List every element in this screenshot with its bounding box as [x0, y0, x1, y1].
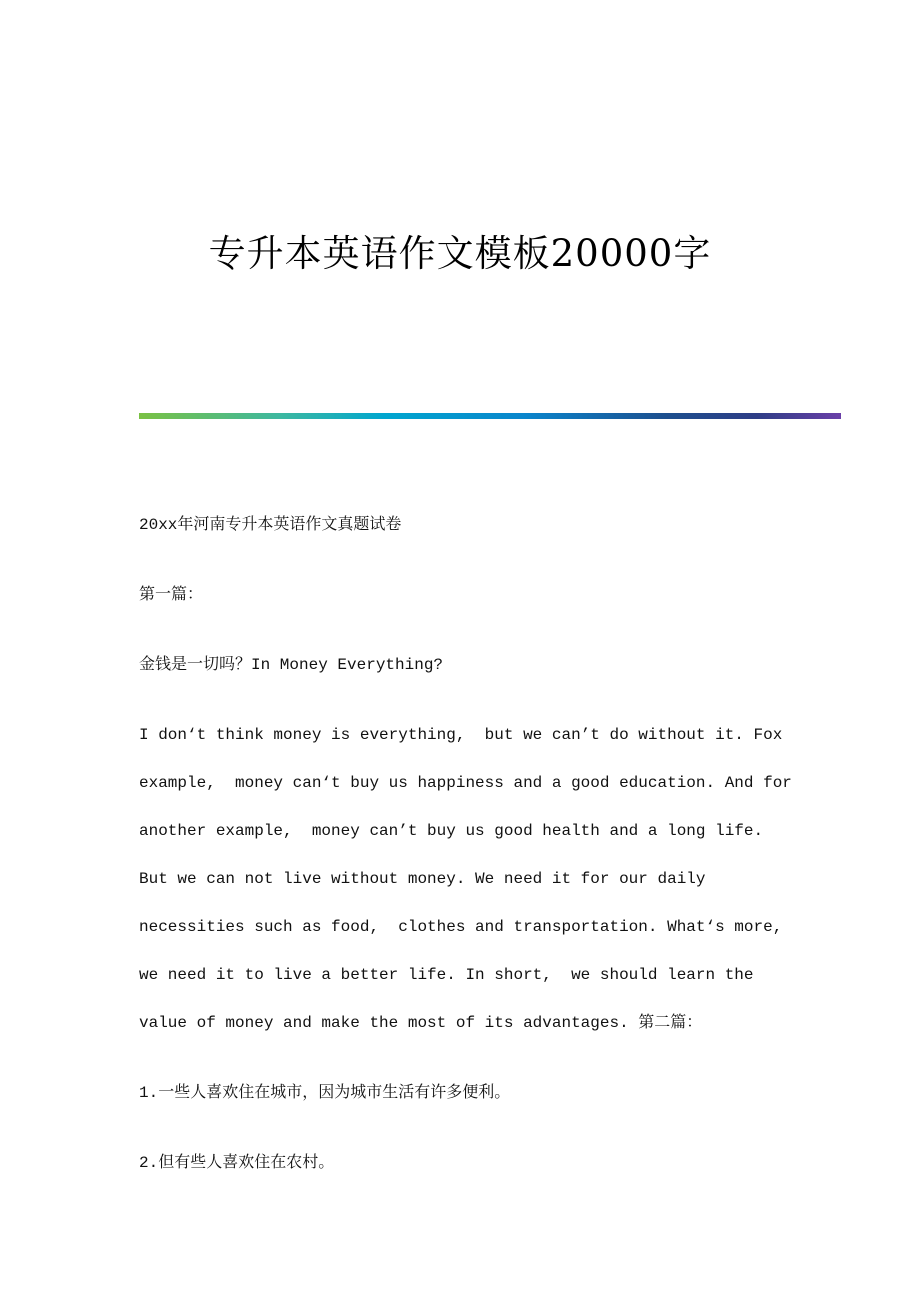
essay-line: value of money and make the most of its advantages. 第二篇： — [139, 1014, 703, 1032]
part-one-label: 第一篇： — [139, 586, 204, 604]
essay-one-title: 金钱是一切吗？In Money Everything? — [139, 656, 444, 674]
essay-line: necessities such as food, clothes and transportation. What‘s more, — [139, 918, 783, 936]
title-gradient-divider — [139, 413, 841, 419]
essay-line: we need it to live a better life. In short, we should learn the — [139, 966, 754, 984]
essay-line: I don‘t think money is everything, but we can’t do without it. Fox — [139, 726, 783, 744]
outline-item: 2.但有些人喜欢住在农村。 — [139, 1154, 335, 1172]
exam-heading: 20xx年河南专升本英语作文真题试卷 — [139, 516, 402, 534]
document-title: 专升本英语作文模板20000字 — [208, 232, 712, 275]
essay-line: another example, money can’t buy us good health and a long life. — [139, 822, 764, 840]
outline-item: 1.一些人喜欢住在城市，因为城市生活有许多便利。 — [139, 1084, 511, 1102]
essay-line: But we can not live without money. We need it for our daily — [139, 870, 706, 888]
essay-line: example, money can‘t buy us happiness and a good education. And for — [139, 774, 792, 792]
